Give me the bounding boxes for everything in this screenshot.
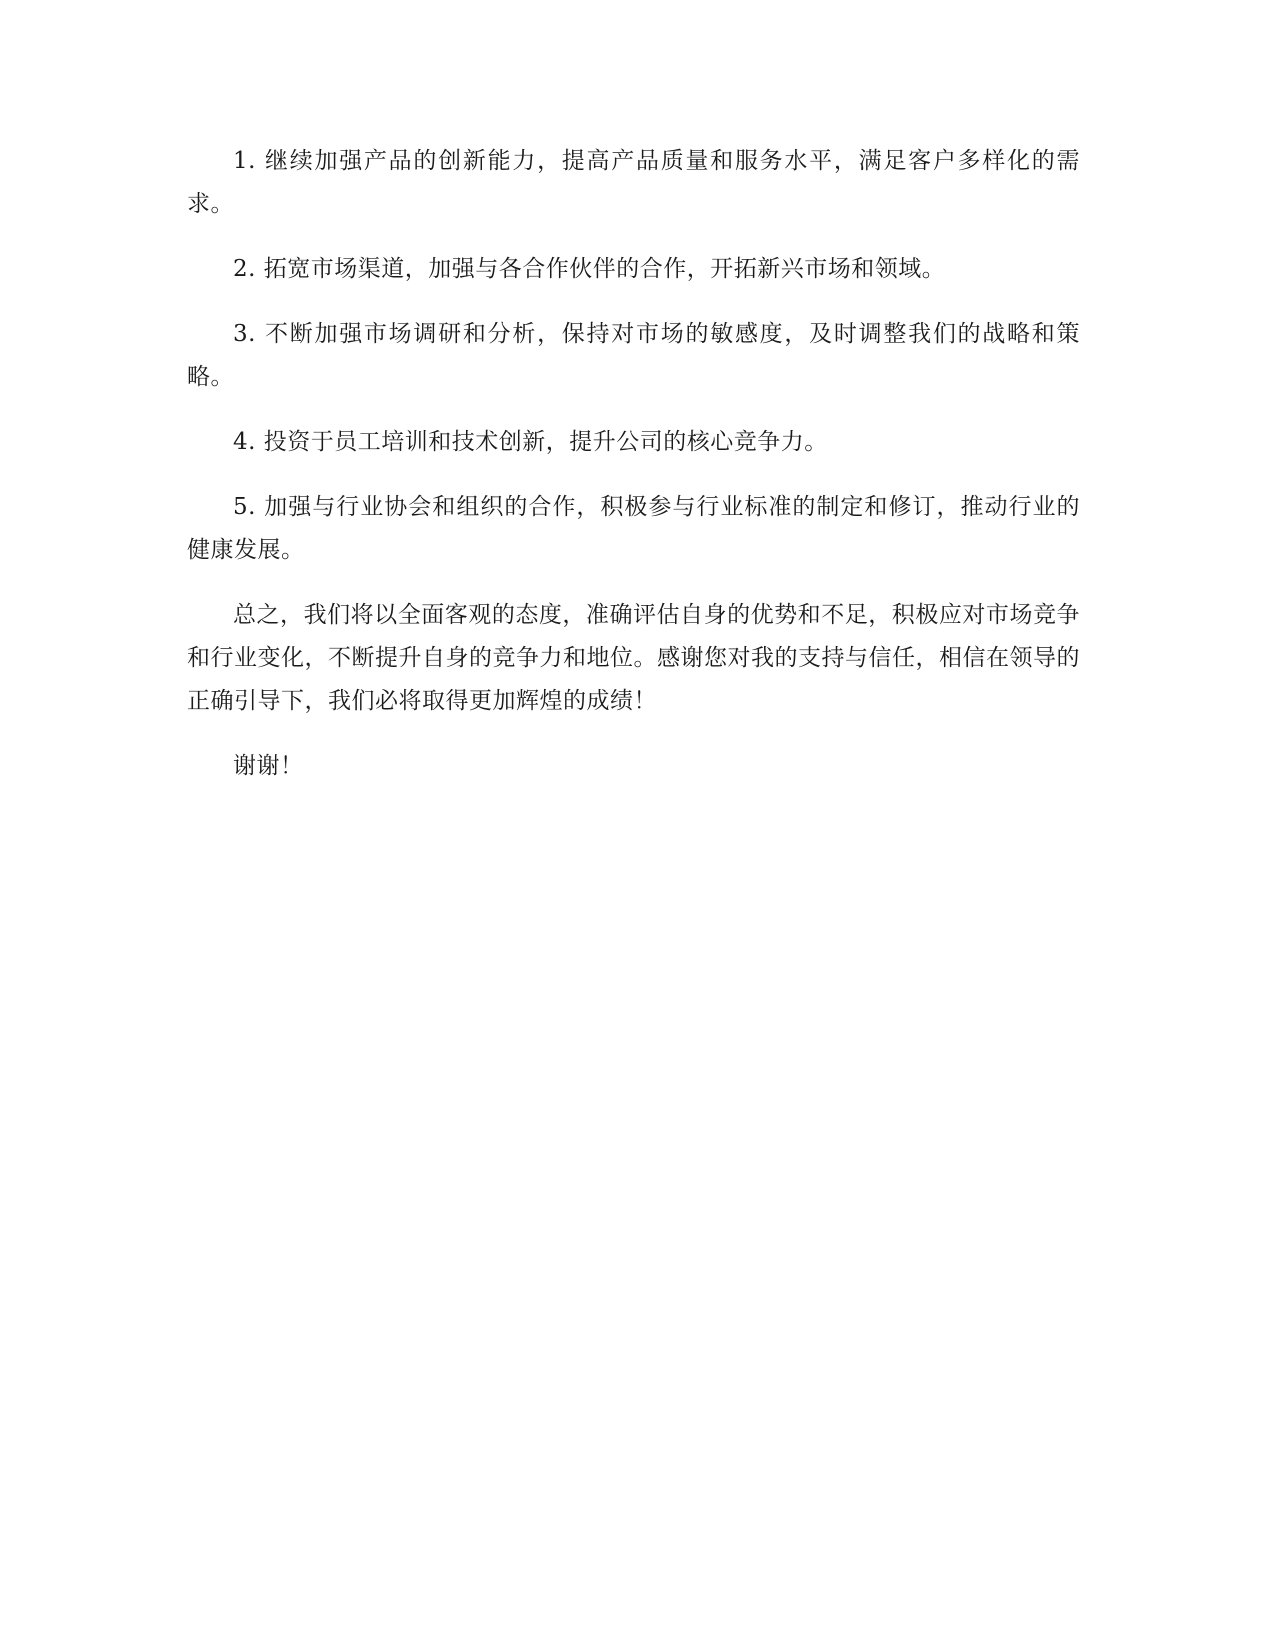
list-item-4: 4. 投资于员工培训和技术创新，提升公司的核心竞争力。 [233, 429, 828, 455]
conclusion-paragraph: 总之，我们将以全面客观的态度，准确评估自身的优势和不足，积极应对市场竞争和行业变化，不断提升自身的竞争力和地位。感谢您对我的支持与信任，相信在领导的正确引导下，我们必将取得更加辉煌的成绩！ [187, 602, 1080, 714]
document-body [187, 140, 1080, 810]
list-item-5: 5. 加强与行业协会和组织的合作，积极参与行业标准的制定和修订，推动行业的健康发展。 [187, 494, 1080, 563]
list-item-3: 3. 不断加强市场调研和分析，保持对市场的敏感度，及时调整我们的战略和策略。 [187, 321, 1080, 390]
closing-thanks: 谢谢！ [233, 753, 304, 779]
list-item-2: 2. 拓宽市场渠道，加强与各合作伙伴的合作，开拓新兴市场和领域。 [233, 256, 946, 282]
list-item-1: 1. 继续加强产品的创新能力，提高产品质量和服务水平，满足客户多样化的需求。 [187, 148, 1080, 217]
